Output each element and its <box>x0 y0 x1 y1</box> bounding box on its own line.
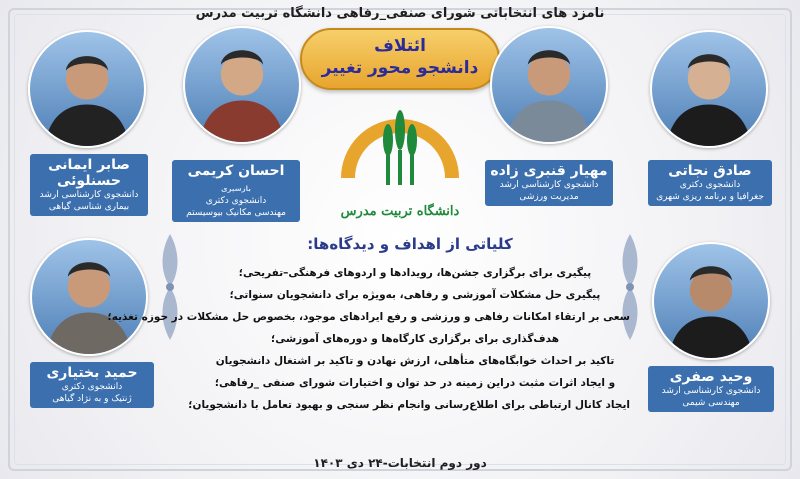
wheat-emblem-icon <box>340 100 460 200</box>
candidate-photo-6 <box>652 242 770 360</box>
coalition-banner <box>300 28 500 90</box>
goal-item: سعی بر ارتقاء امکانات رفاهی و ورزشی و رفع ایرادهای موجود، بخصوص حل مشکلات در حوزه تغذیه؛ <box>107 311 630 323</box>
goals-title: کلیاتی از اهداف و دیدگاه‌ها: <box>307 235 513 253</box>
candidate-photo-4 <box>650 30 768 148</box>
candidate-field: مهندسی مکانیک بیوسیستم <box>186 208 286 218</box>
candidate-name: صابر ایمانی حسنلوئی <box>48 157 130 189</box>
goal-item: تاکید بر احداث خوابگاه‌های متأهلی، ارزش نهادن و تاکید بر اشتغال دانشجویان <box>215 355 615 367</box>
candidate-card-6 <box>648 366 774 412</box>
candidate-field: بیماری شناسی گیاهی <box>48 202 130 212</box>
goal-item: ایجاد کانال ارتباطی برای اطلاع‌رسانی وانجام نظر سنجی و بهبود تعامل با دانشجویان؛ <box>188 399 630 411</box>
goal-item: پیگیری حل مشکلات آموزشی و رفاهی، به‌ویژه برای دانشجویان سنواتی؛ <box>229 289 601 301</box>
candidate-photo-3 <box>490 26 608 144</box>
goal-item: هدف‌گذاری برای برگزاری کارگاه‌ها و دوره‌های آموزشی؛ <box>271 333 559 345</box>
goal-item: و ایجاد اثرات مثبت دراین زمینه در حد توان و اختیارات شورای صنفی _رفاهی؛ <box>214 377 616 389</box>
candidate-field: مدیریت ورزشی <box>519 192 579 202</box>
candidate-name: حمید بختیاری <box>46 365 138 381</box>
candidate-card-1 <box>30 154 148 216</box>
goal-item: پیگیری برای برگزاری جشن‌ها، رویدادها و اردوهای فرهنگی–تفریحی؛ <box>238 267 592 279</box>
candidate-card-5 <box>30 362 154 408</box>
candidate-card-3 <box>485 160 613 206</box>
banner-line-2: دانشجو محور تغییر <box>321 58 479 78</box>
candidate-name: احسان کریمی <box>187 163 285 179</box>
candidate-tag: بازسپری <box>221 185 251 193</box>
election-date: دور دوم انتخابات-۲۴ دی ۱۴۰۳ <box>313 456 487 470</box>
logo-text: دانشگاه تربیت مدرس <box>340 204 460 219</box>
candidate-card-2 <box>172 160 300 222</box>
candidate-field: مهندسی شیمی <box>682 398 740 408</box>
goals-list <box>107 262 630 416</box>
candidate-photo-2 <box>183 26 301 144</box>
university-logo <box>340 100 460 225</box>
candidate-degree: دانشجوی دکتری <box>205 196 267 206</box>
candidate-photo-5 <box>30 238 148 356</box>
candidate-degree: دانشجوی کارشناسی ارشد <box>499 180 599 190</box>
candidate-name: مهیار قنبری زاده <box>490 163 608 179</box>
candidate-name: صادق نجاتی <box>668 163 752 179</box>
candidate-card-4 <box>648 160 772 206</box>
candidate-degree: دانشجوی دکتری <box>61 382 123 392</box>
candidate-degree: دانشجوی دکتری <box>679 180 741 190</box>
candidate-degree: دانشجوی کارشناسی ارشد <box>661 386 761 396</box>
candidate-field: ژنتیک و به نژاد گیاهی <box>52 394 132 404</box>
candidate-field: جغرافیا و برنامه ریزی شهری <box>656 192 764 202</box>
banner-line-1: ائتلاف <box>374 36 426 56</box>
candidate-photo-1 <box>28 30 146 148</box>
candidate-degree: دانشجوی کارشناسی ارشد <box>39 190 139 200</box>
candidate-name: وحید صفری <box>669 369 753 385</box>
poster-title: نامزد های انتخاباتی شورای صنفی_رفاهی دانشگاه تربیت مدرس <box>195 6 605 21</box>
